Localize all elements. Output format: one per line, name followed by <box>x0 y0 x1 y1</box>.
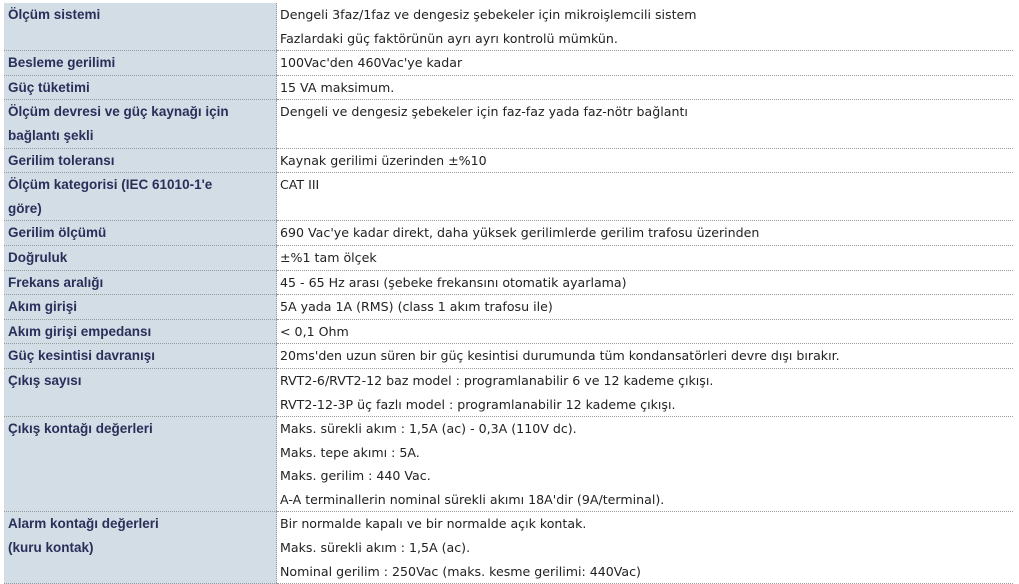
spec-value-line: 5A yada 1A (RMS) (class 1 akım trafosu ile) <box>280 299 553 315</box>
spec-value-cell <box>277 221 1014 246</box>
spec-label-line: Güç kesintisi davranışı <box>8 348 156 364</box>
spec-label-cell <box>4 221 277 246</box>
spec-label-cell <box>4 344 277 369</box>
spec-value-cell <box>277 270 1014 295</box>
spec-label-cell <box>4 245 277 270</box>
spec-label-cell <box>4 270 277 295</box>
spec-label-line: (kuru kontak) <box>8 540 94 556</box>
spec-label-cell <box>4 51 277 76</box>
spec-row <box>4 173 1013 221</box>
spec-value-line: Maks. tepe akımı : 5A. <box>280 444 420 460</box>
spec-label-line: bağlantı şekli <box>8 127 94 143</box>
spec-value-line: Nominal gerilim : 250Vac (maks. kesme gerilimi: 440Vac) <box>280 563 641 579</box>
spec-label-line: Gerilim ölçümü <box>8 225 107 241</box>
spec-label-cell <box>4 295 277 320</box>
spec-row <box>4 417 1013 512</box>
specifications-table-body <box>4 3 1013 584</box>
spec-label-cell <box>4 100 277 148</box>
spec-value-line: 15 VA maksimum. <box>280 79 395 95</box>
spec-label-cell <box>4 3 277 51</box>
spec-value-line: A-A terminallerin nominal sürekli akımı 18A'dir (9A/terminal). <box>280 491 665 507</box>
spec-value-cell <box>277 100 1014 148</box>
spec-value-line: 100Vac'den 460Vac'ye kadar <box>280 55 463 71</box>
spec-label-cell <box>4 512 277 584</box>
spec-label-line: Güç tüketimi <box>8 79 90 95</box>
spec-row <box>4 51 1013 76</box>
spec-row <box>4 512 1013 584</box>
spec-value-line: CAT III <box>280 177 320 193</box>
spec-row <box>4 245 1013 270</box>
spec-row <box>4 270 1013 295</box>
spec-value-cell <box>277 417 1014 512</box>
spec-value-line: Dengeli 3faz/1faz ve dengesiz şebekeler için mikroişlemcili sistem <box>280 7 697 22</box>
spec-label-line: Gerilim toleransı <box>8 152 115 168</box>
spec-value-line: Fazlardaki güç faktörünün ayrı ayrı kontrolü mümkün. <box>280 30 618 46</box>
spec-value-cell <box>277 344 1014 369</box>
spec-value-line: < 0,1 Ohm <box>280 323 349 339</box>
spec-value-line: Bir normalde kapalı ve bir normalde açık kontak. <box>280 516 587 532</box>
spec-label-cell <box>4 417 277 512</box>
spec-label-line: Besleme gerilimi <box>8 55 116 71</box>
spec-label-line: Ölçüm devresi ve güç kaynağı için <box>8 104 229 120</box>
spec-value-line: Maks. sürekli akım : 1,5A (ac). <box>280 540 471 556</box>
spec-label-cell <box>4 173 277 221</box>
spec-label-cell <box>4 148 277 173</box>
spec-value-line: RVT2-12-3P üç fazlı model : programlanabilir 12 kademe çıkışı. <box>280 396 676 412</box>
spec-value-line: Kaynak gerilimi üzerinden ±%10 <box>280 152 487 168</box>
spec-row <box>4 368 1013 416</box>
spec-value-cell <box>277 295 1014 320</box>
spec-label-line: Alarm kontağı değerleri <box>8 516 159 532</box>
spec-value-cell <box>277 3 1014 51</box>
spec-value-line: Dengeli ve dengesiz şebekeler için faz-faz yada faz-nötr bağlantı <box>280 104 688 120</box>
spec-label-line: Ölçüm kategorisi (IEC 61010-1'e <box>8 177 213 193</box>
spec-row <box>4 221 1013 246</box>
spec-value-line: Maks. gerilim : 440 Vac. <box>280 468 431 484</box>
spec-value-line: 45 - 65 Hz arası (şebeke frekansını otomatik ayarlama) <box>280 274 627 290</box>
spec-value-line: ±%1 tam ölçek <box>280 249 377 265</box>
spec-label-line: Çıkış kontağı değerleri <box>8 421 153 437</box>
spec-label-line: Akım girişi empedansı <box>8 323 152 339</box>
spec-value-cell <box>277 148 1014 173</box>
spec-row <box>4 100 1013 148</box>
spec-label-cell <box>4 75 277 100</box>
spec-value-cell <box>277 319 1014 344</box>
spec-label-line: göre) <box>8 200 42 216</box>
spec-value-line: RVT2-6/RVT2-12 baz model : programlanabilir 6 ve 12 kademe çıkışı. <box>280 372 714 388</box>
spec-row <box>4 148 1013 173</box>
spec-label-line: Ölçüm sistemi <box>8 7 101 22</box>
spec-value-line: 690 Vac'ye kadar direkt, daha yüksek gerilimlerde gerilim trafosu üzerinden <box>280 225 760 241</box>
spec-value-cell <box>277 173 1014 221</box>
spec-label-line: Doğruluk <box>8 249 68 265</box>
spec-label-cell <box>4 319 277 344</box>
spec-row <box>4 319 1013 344</box>
spec-label-line: Çıkış sayısı <box>8 372 82 388</box>
spec-value-line: Maks. sürekli akım : 1,5A (ac) - 0,3A (110V dc). <box>280 421 577 437</box>
spec-row <box>4 344 1013 369</box>
spec-label-cell <box>4 368 277 416</box>
specifications-table <box>4 3 1013 584</box>
spec-value-cell <box>277 368 1014 416</box>
spec-value-cell <box>277 75 1014 100</box>
spec-value-line: 20ms'den uzun süren bir güç kesintisi durumunda tüm kondansatörleri devre dışı bırakır. <box>280 348 840 364</box>
spec-value-cell <box>277 512 1014 584</box>
spec-value-cell <box>277 245 1014 270</box>
spec-row <box>4 295 1013 320</box>
spec-value-cell <box>277 51 1014 76</box>
spec-label-line: Akım girişi <box>8 299 78 315</box>
spec-row <box>4 3 1013 51</box>
spec-row <box>4 75 1013 100</box>
spec-label-line: Frekans aralığı <box>8 274 104 290</box>
